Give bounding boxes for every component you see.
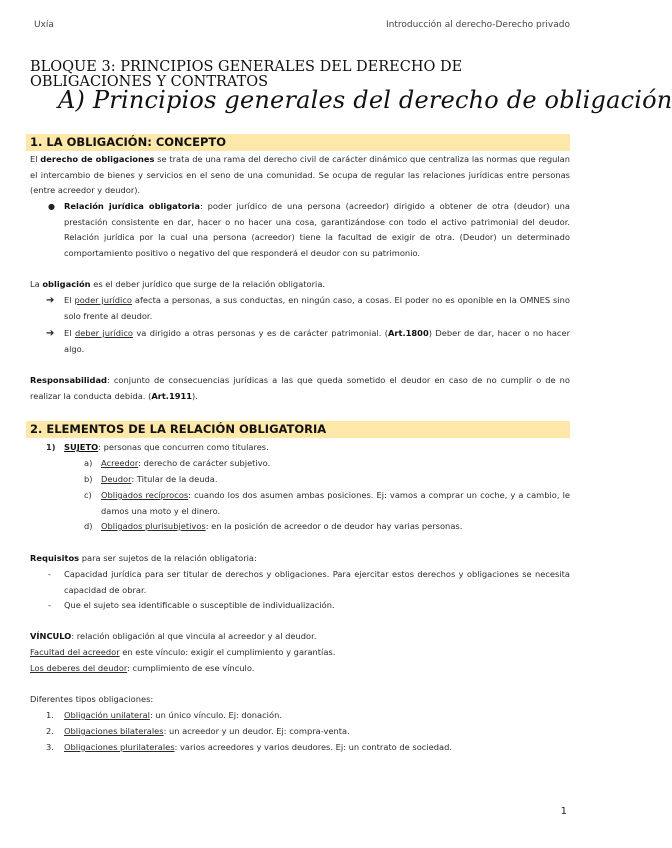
paragraph-responsabilidad	[30, 373, 570, 404]
bold-term: Art.1911	[151, 390, 193, 401]
text: en este vínculo: exigir el cumplimiento y garantías.	[119, 647, 336, 657]
text: : poder jurídico de una persona (acreedor) dirigido a obtener de otra (deudor) una prestación consistente en dar, hacer o no hacer una cosa, garantizándose con todo el activo patrimonial del deudor. Relación jurídica por la cual una persona (acreedor) tiene la facultad de exigir de otra. (Deudor) un determinado comportamiento positivo o negativo del que responderá el deudor con su patrimonio.	[64, 201, 571, 258]
underlined-term: Obligaciones bilaterales	[64, 726, 164, 736]
sub-item-deudor	[101, 472, 570, 488]
bold-term: Relación jurídica obligatoria	[64, 201, 200, 211]
dash-marker: -	[48, 569, 51, 579]
text: El	[64, 295, 75, 305]
sub-item-acreedor	[101, 456, 570, 472]
arrow-item-poder	[64, 293, 570, 324]
list-letter: a)	[84, 458, 93, 468]
text: : varios acreedores y varios deudores. Ej: un contrato de sociedad.	[174, 742, 453, 752]
requisito-item: Que el sujeto sea identificable o susceptible de individualización.	[64, 600, 335, 610]
text: es el deber jurídico que surge de la relación obligatoria.	[90, 279, 326, 289]
underlined-term: Obligaciones plurilaterales	[64, 742, 175, 752]
bloque-title: BLOQUE 3: PRINCIPIOS GENERALES DEL DERECHO DE OBLIGACIONES Y CONTRATOS	[30, 59, 463, 90]
text: ) Deber de dar, hacer o no hacer algo.	[64, 328, 570, 354]
paragraph-deberes	[30, 661, 570, 677]
text: : cuando los dos asumen ambas posiciones. Ej: vamos a comprar un coche, y a cambio, le damos una moto y el dinero.	[101, 490, 570, 516]
underlined-term: Obligados plurisubjetivos	[101, 521, 206, 531]
list-letter: d)	[84, 521, 93, 531]
paragraph-derecho-obligaciones	[30, 152, 570, 199]
text: : un único vínculo. Ej: donación.	[149, 710, 282, 720]
text: : derecho de carácter subjetivo.	[138, 458, 271, 468]
arrow-icon: ➔	[46, 328, 55, 339]
paragraph-facultad	[30, 645, 570, 661]
list-letter: b)	[84, 474, 93, 484]
underlined-term: deber jurídico	[74, 328, 133, 338]
underlined-term: Deudor	[101, 474, 132, 484]
requisito-item: Capacidad jurídica para ser titular de derechos y obligaciones. Para ejercitar estos derechos y obligaciones se necesita capacidad de obrar.	[64, 569, 570, 595]
list-number: 2.	[46, 726, 54, 736]
sub-item-plurisubjetivos	[101, 519, 570, 535]
section-1-heading: 1. LA OBLIGACIÓN: CONCEPTO	[26, 134, 570, 151]
text: : conjunto de consecuencias jurídicas a las que queda sometido el deudor en caso de no cumplir o de no realizar la conducta debida. (	[30, 375, 570, 401]
text: : un acreedor y un deudor. Ej: compra-venta.	[163, 726, 350, 736]
list-number: 3.	[46, 742, 54, 752]
arrow-icon: ➔	[46, 295, 55, 306]
underlined-term: poder jurídico	[74, 295, 132, 305]
text: El	[30, 154, 41, 164]
underlined-term: Los deberes del deudor	[30, 663, 128, 673]
underlined-term: Obligados recíprocos	[101, 490, 189, 500]
underlined-term: Obligación unilateral	[64, 710, 150, 720]
list-item-sujeto	[64, 440, 570, 456]
bold-term: derecho de obligaciones	[40, 154, 155, 164]
arrow-item-deber	[64, 326, 570, 357]
bullet-relacion-juridica	[64, 199, 570, 261]
text: : personas que concurren como titulares.	[98, 442, 269, 452]
text: : cumplimiento de ese vínculo.	[127, 663, 255, 673]
text: afecta a personas, a sus conductas, en ningún caso, a cosas. El poder no es oponible en la OMNES sino solo frente al deudor.	[64, 295, 570, 321]
paragraph-tipos-intro: Diferentes tipos obligaciones:	[30, 694, 154, 704]
list-number: 1)	[46, 442, 56, 452]
text: para ser sujetos de la relación obligatoria:	[79, 553, 257, 563]
underlined-term: Facultad del acreedor	[30, 647, 120, 657]
underlined-term: Acreedor	[101, 458, 139, 468]
tipo-item-plurilateral	[64, 740, 570, 756]
page-number: 1	[560, 806, 567, 817]
list-number: 1.	[46, 710, 54, 720]
bold-term: VÍNCULO	[30, 631, 72, 641]
dash-marker: -	[48, 600, 51, 610]
text: : en la posición de acreedor o de deudor hay varias personas.	[205, 521, 463, 531]
text: ).	[192, 390, 198, 401]
text: va dirigido a otras personas y es de carácter patrimonial. (	[132, 328, 388, 338]
bold-term: Responsabilidad	[30, 375, 107, 385]
sub-item-reciprocos	[101, 488, 570, 519]
tipo-item-unilateral	[64, 708, 570, 724]
section-2-heading: 2. ELEMENTOS DE LA RELACIÓN OBLIGATORIA	[26, 421, 570, 438]
paragraph-obligacion	[30, 277, 570, 293]
header-course: Introducción al derecho-Derecho privado	[385, 20, 570, 30]
bullet-icon: ●	[48, 202, 55, 211]
bold-term: Requisitos	[30, 553, 80, 563]
bold-term: obligación	[42, 279, 91, 289]
text: : Titular de la deuda.	[131, 474, 218, 484]
underlined-term: SUJETO	[64, 442, 99, 452]
text: El	[64, 328, 75, 338]
tipo-item-bilateral	[64, 724, 570, 740]
paragraph-vinculo	[30, 629, 570, 645]
text: : relación obligación al que vincula al acreedor y al deudor.	[71, 631, 317, 641]
paragraph-requisitos	[30, 551, 570, 567]
text: se trata de una rama del derecho civil de carácter dinámico que centraliza las normas que regulan el intercambio de bienes y servicios en el seno de una comunidad. Se ocupa de regular las relaciones jurídicas entre personas (entre acreedor y deudor).	[30, 154, 571, 196]
list-letter: c)	[84, 490, 92, 500]
bold-term: Art.1800	[388, 328, 429, 338]
header-author: Uxía	[34, 20, 54, 30]
text: La	[30, 279, 43, 289]
handwritten-title: A) Principios generales del derecho de obligación	[58, 86, 672, 114]
